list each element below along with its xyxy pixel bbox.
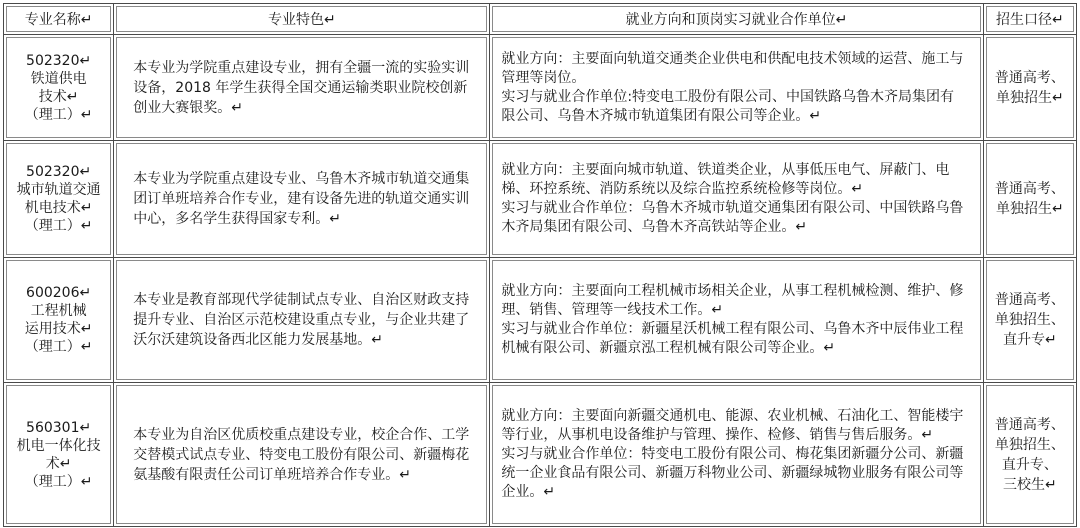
major-code: 600206↵ [26,285,92,301]
header-row [4,4,1077,35]
header-intake [983,4,1076,35]
intake-line: 单独招生、 [994,436,1065,453]
intake-cell [983,35,1076,141]
major-name-line: 运用技术↵ [24,321,93,337]
job-partners-text: 实习与就业合作单位：新疆星沃机械工程有限公司、乌鲁木齐中辰伟业工程机械有限公司、新疆京泓工程机械有限公司等企业。↵ [501,321,964,356]
major-feature-text: 本专业为学院重点建设专业、乌鲁木齐城市轨道交通集团订单班培养合作专业，建有设备先进的轨道交通实训中心，多名学生获得国家专利。↵ [133,171,470,227]
table-row [4,258,1077,383]
majors-table [3,3,1077,527]
job-direction-text: 就业方向：主要面向工程机械市场相关企业，从事工程机械检测、维护、修理、销售、管理等一线技术工作。↵ [501,283,964,318]
job-partners-text: 实习与就业合作单位：乌鲁木齐城市轨道交通集团有限公司、中国铁路乌鲁木齐局集团有限公司、乌鲁木齐高铁站等企业。↵ [501,200,964,235]
major-category: （理工）↵ [24,218,93,234]
job-direction-text: 就业方向：主要面向城市轨道、铁道类企业，从事低压电气、屏蔽门、电梯、环控系统、消防系统以及综合监控系统检修等岗位。↵ [501,162,950,197]
major-name-line: 铁道供电 [30,70,87,87]
major-name-cell [4,258,114,383]
header-major-feature [114,4,490,35]
intake-line: 普通高考、 [994,181,1065,197]
major-feature-text: 本专业为学院重点建设专业，拥有全疆一流的实验实训设备，2018 年学生获得全国交通运输类职业院校创新创业大赛银奖。↵ [133,59,470,116]
major-feature-cell [114,258,490,383]
job-partners-text: 实习与就业合作单位:特变电工股份有限公司、中国铁路乌鲁木齐局集团有限公司、乌鲁木齐城市轨道集团有限公司等企业。↵ [501,88,955,124]
header-job-direction [490,4,983,35]
intake-line: 三校生↵ [1002,476,1057,493]
table-row [4,383,1077,527]
intake-line: 普通高考、 [994,292,1065,308]
major-name-line: 技术↵ [38,88,79,105]
job-direction-text: 就业方向：主要面向新疆交通机电、能源、农业机械、石油化工、智能楼宇等行业，从事机电设备维护与管理、操作、检修、销售与售后服务。↵ [501,408,964,443]
major-name-line: 机电一体化技 [16,437,101,454]
intake-line: 普通高考、 [994,69,1065,86]
major-name-cell [4,383,114,527]
major-name-line: 工程机械 [30,303,87,319]
major-feature-cell [114,383,490,527]
header-major-name [4,4,114,35]
intake-line: 单独招生↵ [995,89,1064,106]
major-name-line: 机电技术↵ [24,200,93,216]
major-feature-cell [114,141,490,258]
job-cell [490,141,983,258]
table-row [4,35,1077,141]
job-partners-text: 实习与就业合作单位：特变电工股份有限公司、梅花集团新疆分公司、新疆统一企业食品有限公司、新疆万科物业公司、新疆绿城物业服务有限公司等企业。↵ [501,446,964,500]
intake-cell [983,141,1076,258]
major-name-cell [4,35,114,141]
header-major-feature-label: 专业特色↵ [267,12,336,28]
major-code: 502320↵ [26,164,92,180]
major-feature-cell [114,35,490,141]
major-code: 560301↵ [26,419,92,436]
job-cell [490,383,983,527]
major-category: （理工）↵ [24,473,93,490]
major-feature-text: 本专业是教育部现代学徒制试点专业、自治区财政支持提升专业、自治区示范校建设重点专业，与企业共建了沃尔沃建筑设备西北区能力发展基地。↵ [133,292,470,348]
job-cell [490,258,983,383]
major-category: （理工）↵ [24,106,93,123]
major-feature-text: 本专业为自治区优质校重点建设专业，校企合作、工学交替模式试点专业、特变电工股份有限公司、新疆梅花氨基酸有限责任公司订单班培养合作专业。↵ [133,426,470,483]
intake-line: 单独招生↵ [995,201,1064,217]
intake-line: 普通高考、 [994,416,1065,433]
major-name-cell [4,141,114,258]
intake-cell [983,383,1076,527]
header-major-name-label: 专业名称↵ [24,12,93,28]
header-intake-label: 招生口径↵ [995,12,1064,28]
major-category: （理工）↵ [24,339,93,355]
intake-cell [983,258,1076,383]
header-job-direction-label: 就业方向和顶岗实习就业合作单位↵ [625,12,848,28]
job-direction-text: 就业方向：主要面向轨道交通类企业供电和供配电技术领域的运营、施工与管理等岗位。 [501,50,964,86]
intake-line: 单独招生、 [994,312,1065,328]
job-cell [490,35,983,141]
major-name-line: 城市轨道交通 [16,182,101,198]
major-code: 502320↵ [26,52,92,69]
intake-line: 直升专↵ [1002,332,1057,348]
major-name-line: 术↵ [45,455,72,472]
intake-line: 直升专、 [1001,456,1058,473]
table-row [4,141,1077,258]
